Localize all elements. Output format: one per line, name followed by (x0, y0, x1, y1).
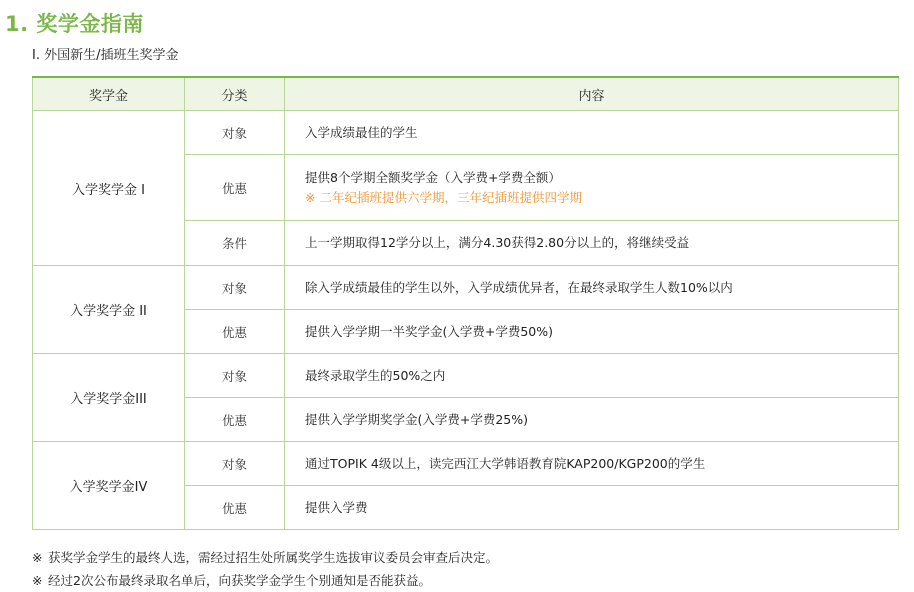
content-text: 提供8个学期全额奖学金（入学费+学费全额） (305, 169, 561, 185)
table-row (33, 111, 899, 155)
scholarship-name: 入学奖学金III (33, 354, 185, 442)
footnote (32, 546, 498, 569)
footnote (32, 569, 498, 592)
table-header-row (33, 77, 899, 111)
header-category: 分类 (185, 77, 285, 111)
content-cell: 入学成绩最佳的学生 (285, 111, 899, 155)
footnotes (32, 546, 498, 592)
category-cell: 优惠 (185, 155, 285, 221)
content-cell: 最终录取学生的50%之内 (285, 354, 899, 398)
content-note: ※ 二年纪插班提供六学期，三年纪插班提供四学期 (305, 189, 582, 205)
category-cell: 对象 (185, 442, 285, 486)
footnote-text: 经过2次公布最终录取名单后，向获奖学金学生个别通知是否能获益。 (48, 573, 431, 588)
category-cell: 优惠 (185, 310, 285, 354)
footnote-text: 获奖学金学生的最终人选，需经过招生处所属奖学生选拔审议委员会审查后决定。 (48, 550, 499, 565)
content-cell: 提供入学费 (285, 486, 899, 530)
scholarship-name: 入学奖学金IV (33, 442, 185, 530)
category-cell: 优惠 (185, 486, 285, 530)
content-cell: 提供入学学期奖学金(入学费+学费25%) (285, 398, 899, 442)
category-cell: 对象 (185, 111, 285, 155)
table-row (33, 442, 899, 486)
scholarship-table (32, 76, 899, 530)
footnote-mark: ※ (32, 573, 43, 588)
category-cell: 对象 (185, 266, 285, 310)
header-content: 内容 (285, 77, 899, 111)
content-cell: 通过TOPIK 4级以上，读完西江大学韩语教育院KAP200/KGP200的学生 (285, 442, 899, 486)
section-title: I. 外国新生/插班生奖学金 (32, 48, 179, 63)
scholarship-name: 入学奖学金 I (33, 111, 185, 266)
content-cell (285, 155, 899, 221)
table-row (33, 266, 899, 310)
page-title: 1. 奖学金指南 (5, 12, 144, 36)
table-row (33, 354, 899, 398)
category-cell: 对象 (185, 354, 285, 398)
content-cell: 除入学成绩最佳的学生以外，入学成绩优异者，在最终录取学生人数10%以内 (285, 266, 899, 310)
content-cell: 提供入学学期一半奖学金(入学费+学费50%) (285, 310, 899, 354)
content-cell: 上一学期取得12学分以上，满分4.30获得2.80分以上的，将继续受益 (285, 221, 899, 266)
scholarship-name: 入学奖学金 II (33, 266, 185, 354)
category-cell: 条件 (185, 221, 285, 266)
header-scholarship: 奖学金 (33, 77, 185, 111)
category-cell: 优惠 (185, 398, 285, 442)
footnote-mark: ※ (32, 550, 43, 565)
